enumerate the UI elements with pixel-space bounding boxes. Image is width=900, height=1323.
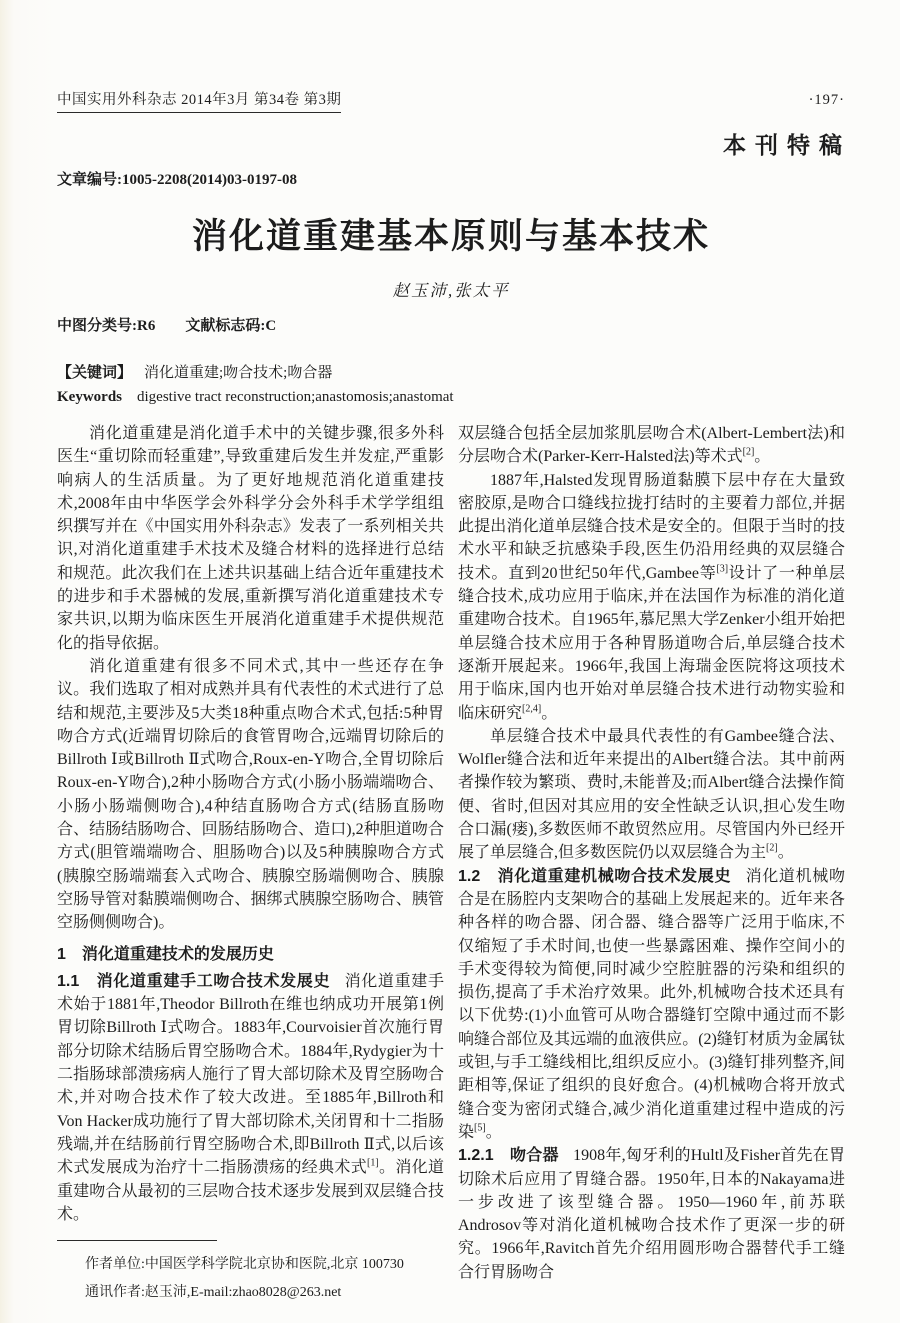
page-header	[57, 88, 845, 113]
keywords-cn-text: 消化道重建;吻合技术;吻合器	[144, 365, 333, 381]
keywords-cn-row	[57, 361, 845, 382]
left-column	[57, 422, 444, 1307]
footnote-divider	[57, 1240, 217, 1241]
page-number: ·197·	[808, 92, 845, 108]
paragraph: 1887年,Halsted发现胃肠道黏膜下层中存在大量致密胶原,是吻合口缝线拉拢打结时的主要着力部位,并据此提出消化道单层缝合技术是安全的。但限于当时的技术水平和缺乏抗感染手段,医生仍沿用经典的双层缝合技术。直到20世纪50年代,Gambee等[3]设计了一种单层缝合技术,成功应用于临床,并在法国作为标准的消化道重建吻合技术。自1965年,慕尼黑大学Zenker小组开始把单层缝合技术应用于各种胃肠道吻合后,单层缝合技术逐渐开展起来。1966年,我国上海瑞金医院将这项技术用于临床,国内也开始对单层缝合技术进行动物实验和临床研究[2,4]。	[458, 471, 845, 722]
paragraph: 单层缝合技术中最具代表性的有Gambee缝合法、Wolfler缝合法和近年来提出的Albert缝合法。其中前两者操作较为繁琐、费时,未能普及;而Albert缝合法操作简便、省时,但因对其应用的安全性缺乏认识,担心发生吻合口漏(瘘),多数医师不敢贸然应用。尽管国内外已经开展了单层缝合,但多数医院仍以双层缝合为主[2]。	[458, 727, 845, 862]
section-heading: 1 消化道重建技术的发展历史	[57, 945, 274, 963]
paragraph: 1.1 消化道重建手工吻合技术发展史 消化道重建手术始于1881年,Theodor Billroth在维也纳成功开展第1例胃切除Billroth Ⅰ式吻合。1883年,Courvoisier首次施行胃部分切除术结肠后胃空肠吻合术。1884年,Rydygier为十二指肠球部溃疡病人施行了胃大部切除术及胃空肠吻合术,并对吻合技术作了较大改进。至1885年,Billroth和Von Hacker成功施行了胃大部切除术,关闭胃和十二指肠残端,并在结肠前行胃空肠吻合术,即Billroth Ⅱ式,以后该术式发展成为治疗十二指肠溃疡的经典术式[1]。消化道重建吻合从最初的三层吻合技术逐步发展到双层缝合技术。	[57, 972, 444, 1223]
article-title: 消化道重建基本原则与基本技术	[191, 217, 710, 256]
clc-number: 中图分类号:R6	[57, 318, 156, 334]
paragraph: 消化道重建有很多不同术式,其中一些还存在争议。我们选取了相对成熟并具有代表性的术式进行了总结和规范,主要涉及5大类18种重点吻合术式,包括:5种胃吻合方式(近端胃切除后的食管胃吻合,远端胃切除后的Billroth Ⅰ或Billroth Ⅱ式吻合,Roux-en-Y吻合,全胃切除后Roux-en-Y吻合),2种小肠吻合方式(小肠小肠端端吻合、小肠小肠端侧吻合),4种结直肠吻合方式(结肠直肠吻合、结肠结肠吻合、回肠结肠吻合、造口),2种胆道吻合方式(胆管端端吻合、胆肠吻合)以及5种胰腺吻合方式(胰腺空肠端端套入式吻合、胰腺空肠端侧吻合、胰腺空肠导管对黏膜端侧吻合、捆绑式胰腺空肠吻合、胰管空肠侧侧吻合)。	[57, 657, 444, 932]
paragraph: 消化道重建是消化道手术中的关键步骤,很多外科医生“重切除而轻重建”,导致重建后发生并发症,严重影响病人的生活质量。为了更好地规范消化道重建技术,2008年由中华医学会外科学分会外科手术学学组组织撰写并在《中国实用外科杂志》发表了一系列相关共识,对消化道重建手术技术及缝合材料的选择进行总结和规范。此次我们在上述共识基础上结合近年重建技术的进步和手术器械的发展,重新撰写消化道重建技术专家共识,以期为临床医生开展消化道重建手术提供规范化的指导依据。	[57, 425, 444, 652]
clc-row	[57, 314, 845, 335]
article-number: 文章编号:1005-2208(2014)03-0197-08	[57, 172, 297, 188]
footnote-block	[57, 1240, 444, 1307]
footnote-contact: 通讯作者:赵玉沛,E-mail:zhao8028@263.net	[85, 1285, 342, 1301]
keywords-en-row	[57, 389, 845, 406]
footnote-affiliation: 作者单位:中国医学科学院北京协和医院,北京 100730	[85, 1257, 404, 1273]
keywords-cn-label: 【关键词】	[57, 364, 133, 381]
article-body	[57, 422, 845, 1307]
column-label: 本刊特稿	[723, 133, 851, 158]
journal-header: 中国实用外科杂志 2014年3月 第34卷 第3期	[57, 88, 341, 113]
keywords-en-text: digestive tract reconstruction;anastomosis;anastomat	[137, 389, 454, 405]
right-column	[458, 422, 845, 1307]
authors-line: 赵玉沛,张太平	[392, 281, 510, 300]
keywords-en-label: Keywords	[57, 389, 122, 405]
document-code: 文献标志码:C	[185, 318, 277, 334]
paragraph: 双层缝合包括全层加浆肌层吻合术(Albert-Lembert法)和分层吻合术(Parker-Kerr-Halsted法)等术式[2]。	[458, 425, 845, 466]
paragraph: 1.2.1 吻合器 1908年,匈牙利的Hultl及Fisher首先在胃切除术后应用了胃缝合器。1950年,日本的Nakayama进一步改进了该型缝合器。1950—1960年,前苏联Androsov等对消化道机械吻合技术作了更深一步的研究。1966年,Ravitch首先介绍用圆形吻合器替代手工缝合行胃肠吻合	[458, 1147, 845, 1281]
paragraph: 1.2 消化道重建机械吻合技术发展史 消化道机械吻合是在肠腔内支架吻合的基础上发展起来的。近年来各种各样的吻合器、闭合器、缝合器等广泛用于临床,不仅缩短了手术时间,也使一些暴露困难、操作空间小的手术变得较为简便,同时减少空腔脏器的污染和组织的损伤,提高了手术治疗效果。此外,机械吻合技术还具有以下优势:(1)小血管可从吻合器缝钉空隙中通过而不影响缝合部位及其远端的血液供应。(2)缝钉材质为金属钛或钽,与手工缝线相比,组织反应小。(3)缝钉排列整齐,间距相等,保证了组织的良好愈合。(4)机械吻合将开放式缝合变为密闭式缝合,减少消化道重建过程中造成的污染[5]。	[458, 867, 845, 1141]
